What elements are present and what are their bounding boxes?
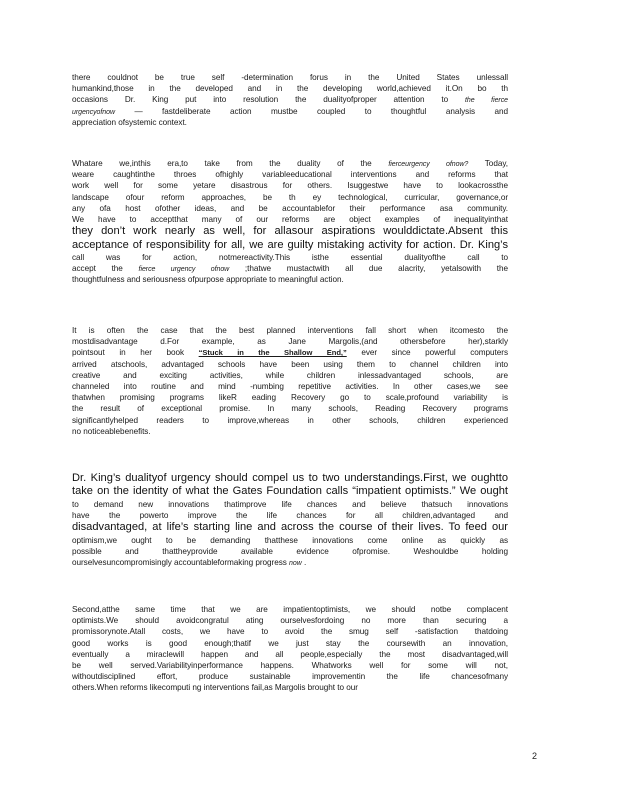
- text-line: [72, 499, 508, 510]
- text-run: have the powerto improve the life chances for all children,advantaged and: [72, 510, 508, 520]
- italic-run: the fierce: [465, 97, 508, 105]
- text-line: [72, 169, 508, 180]
- large-text-run: Dr. King’s du: [72, 472, 138, 484]
- text-line: [72, 638, 508, 649]
- text-run: significantlyhelped readers to improve,whereas in other schools, children experienced: [72, 415, 508, 425]
- text-line: [72, 426, 508, 437]
- text-run: ourselvesuncompromisingly accountableformaking progress: [72, 557, 290, 567]
- text-run: ;thatwe mustactwith all due alacrity, yetalsowith the: [229, 264, 508, 274]
- italic-run: fierceurgency ofnow?: [388, 161, 469, 168]
- text-line: [72, 403, 508, 414]
- text-line: [72, 83, 508, 94]
- text-run: landscape ofour reform approaches, be th ey technological, curricular, governance,or: [72, 192, 508, 202]
- text-run: humankind,those in the developed and in the developing world,achieved it.On bo th: [72, 84, 508, 94]
- book-title: “Stuck in the Shallow End,”: [198, 348, 347, 358]
- text-run: Second,atthe same time that we are impatientoptimists, we should notbe complacent: [72, 605, 508, 614]
- text-line: [72, 671, 508, 682]
- text-line: [72, 203, 508, 214]
- page-number: 2: [532, 751, 538, 761]
- italic-run: urgencyofnow: [72, 108, 115, 116]
- text-run: arrived atschools, advantaged schools have been using them to channel children into: [72, 359, 508, 369]
- text-line: [72, 415, 508, 426]
- text-run: no noticeablebenefits.: [72, 426, 151, 436]
- text-line: [72, 521, 508, 534]
- text-run: optimism,we ought to be demanding thatthese innovations come online as quickly as: [72, 535, 508, 545]
- text-line: [72, 359, 508, 370]
- paragraph-5: [72, 604, 508, 694]
- text-run: good works is good enough;thatif we just stay the coursewith an innovation,: [72, 638, 508, 648]
- italic-run: now: [289, 559, 302, 567]
- text-run: ever since powerful computers: [346, 348, 508, 358]
- text-line: [72, 225, 508, 238]
- text-line: [72, 94, 508, 105]
- text-run: optimists.We should avoidcongratul ating ourselvesfordoing no more than securing a: [72, 616, 508, 626]
- text-line: [72, 192, 508, 203]
- text-line: [72, 263, 508, 274]
- text-line: [72, 214, 508, 225]
- text-run: eventually a miraclewill happen and all people,especially the most disadvantaged,will: [72, 649, 508, 659]
- text-line: [72, 649, 508, 660]
- large-text-run: acceptance of responsibility for all, we are guilty mistaking activity for action. Dr. King’s: [72, 238, 508, 251]
- text-run: creative and exciting activities, while children inlessadvantaged schools, are: [72, 370, 508, 380]
- text-run: withoutdisciplined effort, produce sustainable improvementin the life chancesofmany: [72, 672, 508, 682]
- text-line: [72, 336, 508, 347]
- text-line: [72, 604, 508, 615]
- text-run: mostdisadvantage d.For example, as Jane Margolis,(and othersbefore her),starkly: [72, 337, 508, 347]
- paragraph-2: [72, 158, 508, 285]
- text-line: [72, 325, 508, 336]
- text-run: to demand new innovations thatimprove life chances and believe thatsuch innovations: [72, 499, 508, 509]
- text-line: [72, 557, 508, 568]
- text-line: [72, 660, 508, 671]
- text-run: work well for some yetare disastrous for others. Isuggestwe have to lookacrossthe: [72, 181, 508, 191]
- text-run: thatwhen promising programs likeR eading Recovery go to scale,profound variability is: [72, 393, 508, 403]
- text-run: promissorynote.Atall costs, we have to avoid the smug self -satisfaction thatdoing: [72, 627, 508, 637]
- text-line: [72, 546, 508, 557]
- text-line: [72, 117, 508, 128]
- text-line: [72, 72, 508, 83]
- text-run: there couldnot be true self -determination forus in the United States unlessall: [72, 73, 508, 82]
- text-line: [72, 392, 508, 403]
- text-run: .: [301, 557, 307, 567]
- text-run: weare caughtinthe throes ofhighly variableeducational interventions and reforms that: [72, 170, 508, 180]
- text-line: [72, 347, 508, 358]
- text-line: [72, 682, 508, 693]
- text-run: Whatare we,inthis era,to take from the duality of the: [72, 159, 389, 168]
- text-run: thoughtfulness and seriousness ofpurpose appropriate to meaningful action.: [72, 275, 344, 285]
- text-line: [72, 510, 508, 521]
- text-run: Today,: [468, 159, 508, 168]
- text-line: [72, 535, 508, 546]
- text-line: [72, 158, 508, 169]
- text-run: appreciation ofsystemic context.: [72, 117, 187, 127]
- text-line: [72, 485, 508, 498]
- paragraph-1: [72, 72, 508, 128]
- large-text-run: disadvantaged, at life’s starting line and across the course of their lives. To feed our: [72, 521, 508, 534]
- text-line: [72, 239, 508, 252]
- text-run: It is often the case that the best planned interventions fall short when itcomesto the: [72, 326, 508, 335]
- text-run: others.When reforms likecomputi ng interventions fail,as Margolis brought to our: [72, 683, 358, 693]
- text-run: alityof urgency should compel us to two understandings.First, we oughtto: [137, 472, 508, 484]
- text-line: [72, 106, 508, 117]
- text-line: [72, 615, 508, 626]
- text-line: [72, 252, 508, 263]
- text-run: call was for action, notmereactivity.This isthe essential dualityofthe call to: [72, 252, 508, 262]
- text-run: channeled into routine and mind -numbing repetitive activities. In other cases,we see: [72, 381, 508, 391]
- text-line: [72, 370, 508, 381]
- text-line: [72, 180, 508, 191]
- text-run: — fastdeliberate action mustbe coupled to thoughtful analysis and: [114, 106, 508, 116]
- text-run: the result of exceptional promise. In many schools, Reading Recovery programs: [72, 404, 508, 414]
- text-run: pointsout in her book: [72, 348, 199, 358]
- text-run: be well served.Variabilityinperformance happens. Whatworks well for some will not,: [72, 660, 508, 670]
- large-text-run: they don’t work nearly as well, for all: [72, 225, 286, 238]
- paragraph-3: [72, 325, 508, 437]
- italic-run: fierce urgency ofnow: [138, 266, 230, 274]
- text-run: We have to acceptthat many of our reforms are object examples of inequalityinthat: [72, 214, 508, 224]
- text-run: any ofa host ofother ideas, and be accountablefor their performance asa community.: [72, 203, 508, 213]
- large-text-run: take on the identity of what the Gates Foundation calls “impatient optimists.” We ought: [72, 485, 508, 498]
- paragraph-4: [72, 472, 508, 568]
- text-run: accept the: [72, 264, 139, 274]
- text-line: [72, 626, 508, 637]
- text-run: possible and thattheyprovide available evidence ofpromise. Weshouldbe holding: [72, 546, 508, 556]
- text-run: asour aspirations woulddictate.Absent this: [285, 225, 508, 238]
- text-line: [72, 274, 508, 285]
- text-line: [72, 381, 508, 392]
- text-run: occasions Dr. King put into resolution the dualityofproper attention to: [72, 95, 466, 105]
- text-line: [72, 472, 508, 485]
